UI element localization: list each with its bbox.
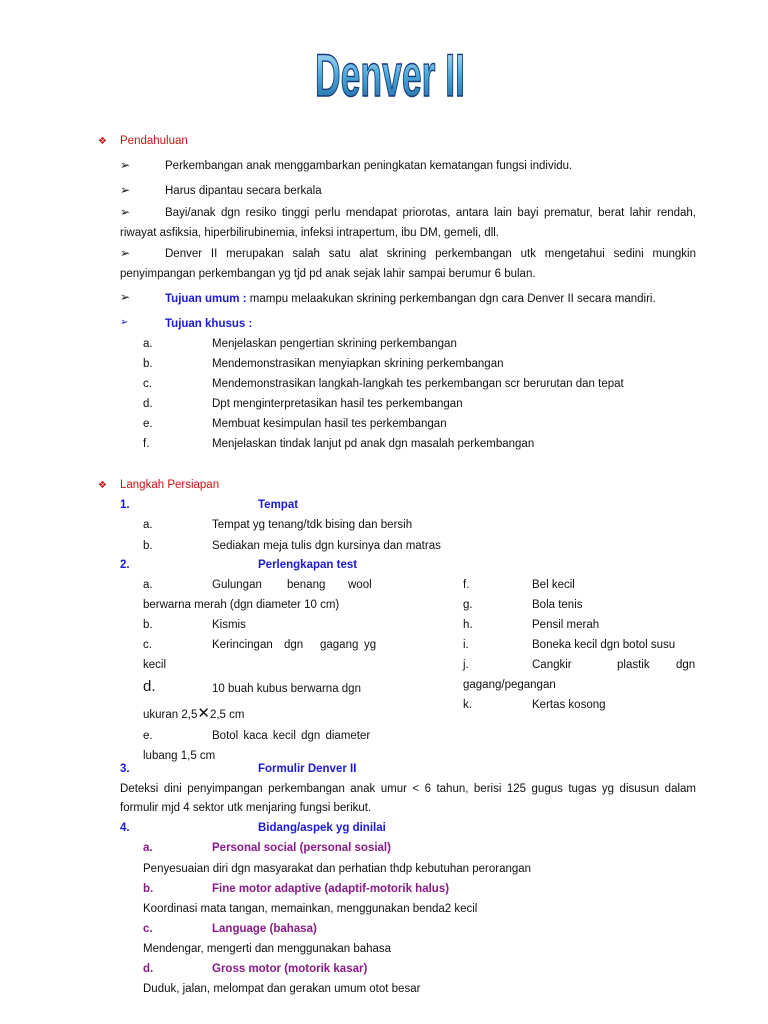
section-4-number: 4. [120, 822, 130, 834]
tujuan-item-text: Menjelaskan tindak lanjut pd anak dgn masalah perkembangan [212, 438, 535, 450]
equip-letter: k. [463, 699, 472, 711]
equip-text: Kismis [212, 619, 246, 631]
aspect-letter: d. [143, 963, 154, 975]
equip-word: gagang [320, 639, 359, 651]
section-2-title: Perlengkapan test [258, 559, 358, 571]
title-wordart [310, 30, 470, 112]
equip-text: Kertas kosong [532, 699, 606, 711]
pendahuluan-bullet-3: Bayi/anak dgn resiko tinggi perlu mendapat priorotas, antara lain bayi prematur, berat lahir rendah, [165, 207, 696, 219]
tujuan-item-text: Mendemonstrasikan menyiapkan skrining perkembangan [212, 358, 504, 370]
aspect-letter: a. [143, 842, 153, 854]
equip-cont: berwarna merah (dgn diameter 10 cm) [143, 599, 340, 611]
equip-text: Botol kaca kecil dgn diameter [212, 730, 371, 742]
equip-text: Boneka kecil dgn botol susu [532, 639, 676, 651]
diamond-bullet-icon: ❖ [98, 480, 107, 491]
equip-letter: h. [463, 619, 473, 631]
tujuan-item-text: Membuat kesimpulan hasil tes perkembangan [212, 418, 447, 430]
section-1-title: Tempat [258, 499, 299, 511]
tujuan-item-letter: b. [143, 358, 153, 370]
equip-text: Bel kecil [532, 579, 575, 591]
aspect-letter: c. [143, 923, 153, 935]
equip-word: dgn [676, 659, 696, 671]
aspect-title: Personal social (personal sosial) [212, 842, 391, 854]
tempat-item-text: Tempat yg tenang/tdk bising dan bersih [212, 519, 413, 531]
equip-letter: a. [143, 579, 153, 591]
aspect-desc: Duduk, jalan, melompat dan gerakan umum otot besar [143, 983, 421, 995]
equip-word: plastik [617, 659, 650, 671]
equip-word: yg [364, 639, 377, 651]
section-3-title: Formulir Denver II [258, 763, 357, 775]
pendahuluan-bullet-4: Denver II merupakan salah satu alat skrining perkembangan utk mengetahui sedini mungkin [165, 248, 696, 260]
equip-text: 10 buah kubus berwarna dgn [212, 683, 361, 695]
tujuan-item-letter: f. [143, 438, 150, 450]
equip-letter: c. [143, 639, 152, 651]
arrow-bullet-icon: ➢ [120, 317, 129, 328]
aspect-title: Gross motor (motorik kasar) [212, 963, 368, 975]
equip-letter: b. [143, 619, 153, 631]
pendahuluan-bullet-3-cont: riwayat asfiksia, hiperbilirubinemia, infeksi intrapertum, ibu DM, gemeli, dll. [120, 227, 500, 239]
tempat-item-letter: b. [143, 540, 153, 552]
tujuan-item-letter: c. [143, 378, 152, 390]
equip-cont: kecil [143, 659, 167, 671]
diamond-bullet-icon: ❖ [98, 136, 107, 147]
persiapan-heading: Langkah Persiapan [120, 479, 220, 491]
aspect-letter: b. [143, 883, 154, 895]
tujuan-item-text: Menjelaskan pengertian skrining perkembangan [212, 338, 457, 350]
aspect-desc: Koordinasi mata tangan, memainkan, menggunakan benda2 kecil [143, 903, 478, 915]
equip-word: wool [348, 579, 372, 591]
formulir-description-cont: formulir mjd 4 sektor utk menjaring fungsi berikut. [120, 802, 372, 814]
aspect-desc: Mendengar, mengerti dan menggunakan bahasa [143, 943, 392, 955]
tujuan-umum-text: mampu melaakukan skrining perkembangan dgn cara Denver II secara mandiri. [246, 293, 656, 305]
equip-cont: gagang/pegangan [463, 679, 556, 691]
equip-letter: f. [463, 579, 470, 591]
tujuan-umum-label: Tujuan umum : [165, 293, 247, 305]
equip-cont: lubang 1,5 cm [143, 750, 216, 762]
aspect-title: Fine motor adaptive (adaptif-motorik halus) [212, 883, 450, 895]
equip-letter: g. [463, 599, 473, 611]
equip-letter: d. [143, 678, 156, 695]
equip-cont [143, 707, 244, 722]
arrow-bullet-icon: ➢ [120, 205, 131, 219]
equip-word: Kerincingan [212, 639, 273, 651]
pendahuluan-heading: Pendahuluan [120, 135, 188, 147]
times-icon: ✕ [197, 705, 210, 722]
tujuan-item-text: Mendemonstrasikan langkah-langkah tes perkembangan scr berurutan dan tepat [212, 378, 624, 390]
equip-word: Cangkir [532, 659, 572, 671]
equip-letter: j. [463, 659, 469, 671]
title-svg [310, 30, 470, 112]
page-title: Denver II [315, 42, 465, 109]
arrow-bullet-icon: ➢ [120, 246, 131, 260]
equip-text: Pensil merah [532, 619, 600, 631]
pendahuluan-bullet-4-cont: penyimpangan perkembangan yg tjd pd anak sejak lahir sampai berumur 6 bulan. [120, 268, 536, 280]
equip-word: Gulungan [212, 579, 262, 591]
tujuan-item-letter: e. [143, 418, 153, 430]
section-1-number: 1. [120, 499, 130, 511]
tempat-item-text: Sediakan meja tulis dgn kursinya dan matras [212, 540, 441, 552]
tujuan-umum [165, 292, 656, 306]
pendahuluan-bullet-2: Harus dipantau secara berkala [165, 185, 322, 197]
equip-letter: e. [143, 730, 153, 742]
equip-cont-a: ukuran 2,5 [143, 709, 198, 721]
arrow-bullet-icon: ➢ [120, 183, 131, 197]
section-2-number: 2. [120, 559, 130, 571]
formulir-description: Deteksi dini penyimpangan perkembangan anak umur < 6 tahun, berisi 125 gugus tugas yg disusun dalam [120, 783, 696, 795]
tujuan-item-letter: d. [143, 398, 153, 410]
tujuan-khusus-label: Tujuan khusus : [165, 318, 253, 330]
tempat-item-letter: a. [143, 519, 153, 531]
aspect-title: Language (bahasa) [212, 923, 317, 935]
aspect-desc: Penyesuaian diri dgn masyarakat dan perhatian thdp kebutuhan perorangan [143, 863, 532, 875]
arrow-bullet-icon: ➢ [120, 158, 131, 172]
arrow-bullet-icon: ➢ [120, 290, 131, 304]
pendahuluan-bullet-1: Perkembangan anak menggambarkan peningkatan kematangan fungsi individu. [165, 160, 573, 172]
equip-word: benang [287, 579, 326, 591]
equip-word: dgn [284, 639, 304, 651]
tujuan-item-letter: a. [143, 338, 153, 350]
equip-letter: i. [463, 639, 469, 651]
section-4-title: Bidang/aspek yg dinilai [258, 822, 386, 834]
equip-cont-b: 2,5 cm [209, 709, 245, 721]
tujuan-item-text: Dpt menginterpretasikan hasil tes perkembangan [212, 398, 463, 410]
section-3-number: 3. [120, 763, 130, 775]
equip-text: Bola tenis [532, 599, 583, 611]
